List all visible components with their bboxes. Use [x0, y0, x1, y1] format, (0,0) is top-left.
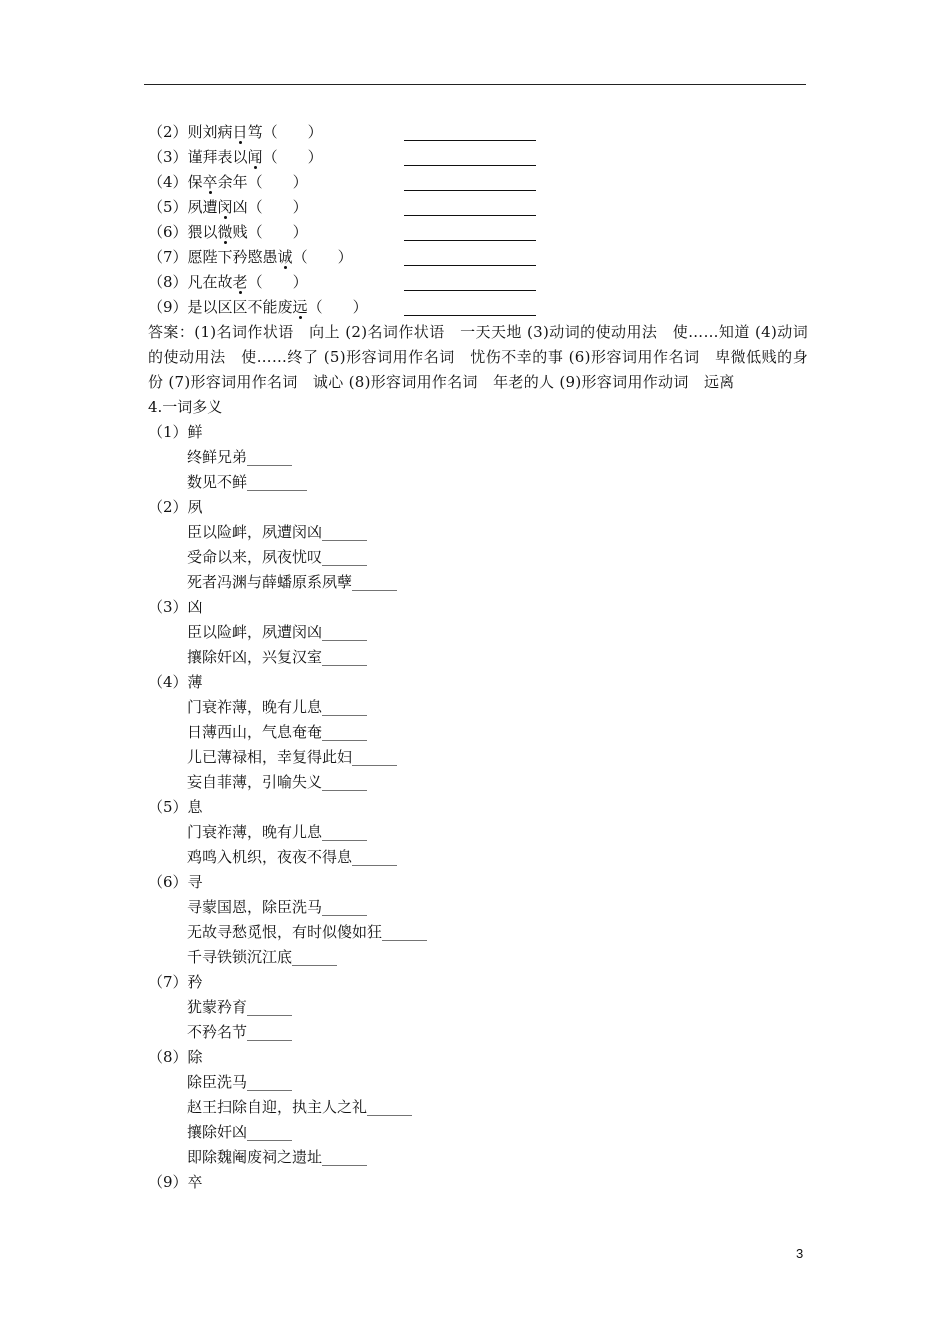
answer-blank	[404, 173, 536, 191]
answer-blank	[404, 298, 536, 316]
question-text: （4）保	[148, 173, 203, 191]
emphasized-char: 闻	[247, 148, 263, 166]
word-label: （8）除	[148, 1048, 203, 1066]
question-paren: 笃（ ）	[247, 123, 323, 141]
question-text: （3）谨拜表以	[148, 148, 248, 166]
answer-blank	[404, 148, 536, 166]
question-paren: （ ）	[292, 248, 353, 266]
answer-blank	[404, 223, 536, 241]
question-paren: 贱（ ）	[232, 223, 308, 241]
word-label: （6）寻	[148, 873, 203, 891]
example-sentence: 寻蒙国恩，除臣洗马______	[187, 898, 368, 916]
example-sentence: 死者冯渊与薛蟠原系夙孽______	[187, 573, 398, 591]
example-sentence: 攘除奸凶______	[187, 1123, 293, 1141]
question-list	[148, 120, 808, 320]
example-sentence: 鸡鸣入机织，夜夜不得息______	[187, 848, 398, 866]
emphasized-char: 微	[217, 223, 233, 241]
emphasized-char: 远	[292, 298, 308, 316]
emphasized-char: 卒	[202, 173, 218, 191]
word-label: （3）凶	[148, 598, 203, 616]
emphasized-char: 闵	[217, 198, 233, 216]
example-sentence: 即除魏阉废祠之遗址______	[187, 1148, 368, 1166]
page-number: 3	[796, 1246, 804, 1261]
question-line	[148, 195, 808, 220]
question-text: （7）愿陛下矜愍愚	[148, 248, 278, 266]
word-label: （4）薄	[148, 673, 203, 691]
example-sentence: 数见不鲜________	[187, 473, 308, 491]
example-sentence: 门衰祚薄，晚有儿息______	[187, 823, 368, 841]
word-label: （1）鲜	[148, 423, 203, 441]
question-text: （2）则刘病	[148, 123, 233, 141]
question-paren: 余年（ ）	[217, 173, 308, 191]
example-sentence: 妄自菲薄，引喻失义______	[187, 773, 368, 791]
example-sentence: 千寻铁锁沉江底______	[187, 948, 338, 966]
question-text: （5）夙遭	[148, 198, 218, 216]
question-paren: （ ）	[247, 273, 308, 291]
word-label: （5）息	[148, 798, 203, 816]
question-line	[148, 295, 808, 320]
example-sentence: 儿已薄禄相，幸复得此妇______	[187, 748, 398, 766]
question-paren: （ ）	[262, 148, 323, 166]
answer-blank	[404, 123, 536, 141]
example-sentence: 臣以险衅，夙遭闵凶______	[187, 623, 368, 641]
question-text: （9）是以区区不能废	[148, 298, 293, 316]
question-line	[148, 120, 808, 145]
question-line	[148, 220, 808, 245]
answer-blank	[404, 248, 536, 266]
word-label: （7）矜	[148, 973, 203, 991]
question-line	[148, 245, 808, 270]
question-paren: 凶（ ）	[232, 198, 308, 216]
question-line	[148, 270, 808, 295]
answer-paragraph: 答案：(1)名词作状语 向上 (2)名词作状语 一天天地 (3)动词的使动用法 使……知道 (4)动词的使动用法 使……终了 (5)形容词用作名词 忧伤不幸的事 (6)形容词用作名词 卑微低贱的身份 (7)形容词用作名词 诚心 (8)形容词用作名词 年老的人 (9)形容词用作动词 远离	[148, 323, 808, 391]
answer-blank	[404, 198, 536, 216]
example-sentence: 终鲜兄弟______	[187, 448, 293, 466]
example-sentence: 受命以来，夙夜忧叹______	[187, 548, 368, 566]
emphasized-char: 日	[232, 123, 248, 141]
emphasized-char: 诚	[277, 248, 293, 266]
example-sentence: 臣以险衅，夙遭闵凶______	[187, 523, 368, 541]
answer-blank	[404, 273, 536, 291]
example-sentence: 攘除奸凶，兴复汉室______	[187, 648, 368, 666]
polysemy-groups	[148, 420, 808, 1195]
question-text: （8）凡在故	[148, 273, 233, 291]
emphasized-char: 老	[232, 273, 248, 291]
question-line	[148, 145, 808, 170]
section-title: 4.一词多义	[148, 398, 223, 416]
example-sentence: 犹蒙矜育______	[187, 998, 293, 1016]
example-sentence: 门衰祚薄，晚有儿息______	[187, 698, 368, 716]
example-sentence: 除臣洗马______	[187, 1073, 293, 1091]
question-text: （6）猥以	[148, 223, 218, 241]
example-sentence: 不矜名节______	[187, 1023, 293, 1041]
header-rule	[144, 84, 806, 85]
question-paren: （ ）	[307, 298, 368, 316]
word-label: （2）夙	[148, 498, 203, 516]
word-label: （9）卒	[148, 1173, 203, 1191]
example-sentence: 日薄西山，气息奄奄______	[187, 723, 368, 741]
page-content	[148, 120, 808, 1195]
example-sentence: 无故寻愁觅恨，有时似傻如狂______	[187, 923, 428, 941]
example-sentence: 赵王扫除自迎，执主人之礼______	[187, 1098, 413, 1116]
question-line	[148, 170, 808, 195]
